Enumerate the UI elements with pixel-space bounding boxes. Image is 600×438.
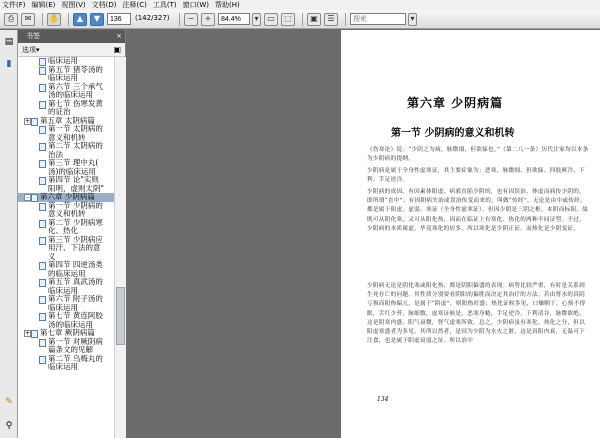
bookmark-page-icon: [39, 126, 46, 134]
bookmark-label: 治法: [48, 149, 63, 159]
body-paragraph: 少阴病的成因，有因素体阳虚、病邪直陷少阴的，也有因误治、体虚而病传少阴的，即所谓“直中”；有因阳病失治或误治传变而来的，叫做“传经”。无论是由中或传经，都是属于阳虚、虚弱、寒证（全身性虚寒证）。但因少阴是三阴之枢，本阴而标阳，故既可从阴化寒，又可从阳化热，因而在临证上有寒化、热化的两种不同证型。不过，少阴病的本质属虚，毕竟寒化的居多，所以寒化是少阴正证，而热化是少阴变证。: [367, 189, 589, 232]
email-icon[interactable]: ✉: [21, 13, 35, 26]
zoom-out-icon[interactable]: −: [184, 13, 198, 26]
menu-item[interactable]: 编辑(E): [31, 1, 56, 9]
bookmark-label: 临床运用: [48, 57, 78, 65]
search-dropdown-icon[interactable]: ▾: [408, 13, 417, 26]
bookmark-label: 意义和机转: [48, 132, 86, 142]
bookmark-page-icon: [39, 220, 46, 228]
new-bookmark-icon[interactable]: ▣: [113, 45, 121, 54]
bookmark-page-icon: [39, 177, 46, 185]
bookmark-label: 第五节 猪苓汤的: [48, 64, 103, 74]
bookmark-label: 第五节 真武汤的: [48, 277, 103, 286]
bookmark-item[interactable]: [18, 176, 114, 193]
fit-page-icon[interactable]: ▭: [264, 13, 278, 26]
bookmark-page-icon: [39, 203, 46, 211]
expand-toggle-icon[interactable]: +: [25, 117, 31, 125]
bookmark-label: 第一节 少阴病的: [48, 200, 103, 210]
bookmark-item[interactable]: [18, 202, 114, 219]
bookmark-item[interactable]: [18, 142, 114, 159]
toolbar-separator: [345, 13, 346, 26]
bookmark-item[interactable]: [18, 125, 114, 142]
bookmark-page-icon: [39, 262, 46, 270]
toolbar: [0, 10, 600, 29]
bookmark-page-icon: [39, 84, 46, 92]
menu-item[interactable]: 帮助(H): [215, 1, 240, 9]
navigation-strip: [0, 30, 18, 438]
menu-bar: [0, 0, 600, 10]
bookmarks-title: 书签: [26, 32, 40, 40]
bookmark-label: 篇条文的见解: [48, 345, 93, 354]
bookmark-label: 义: [48, 251, 56, 261]
attachments-icon[interactable]: ⚲: [5, 421, 13, 431]
bookmark-label: 意义和机转: [48, 209, 86, 218]
bookmark-label: 的临床运用: [48, 268, 86, 278]
bookmark-label: 第六节 附子汤的: [48, 294, 103, 303]
bookmark-label: 第七节 伤寒发黄: [48, 98, 103, 108]
bookmark-label: 第二节 太阴病的: [48, 141, 103, 150]
bookmark-label: 第六章 少阴病篇: [40, 192, 95, 201]
body-paragraph: 《伤寒论》说：“少阴之为病，脉微细，但欲寐也。”（第二八一条）历代注家均以本条为少阴病的提纲。: [367, 147, 589, 163]
bookmark-page-icon: [39, 237, 46, 245]
bookmarks-toolbar: [18, 43, 125, 57]
bookmark-label: 临床运用: [48, 73, 78, 82]
bookmark-label: 临床运用: [48, 302, 78, 312]
menu-item[interactable]: 视图(V): [61, 1, 86, 9]
document-page: [341, 30, 600, 438]
previous-page-icon[interactable]: ▲: [73, 13, 87, 26]
section-title: 第一节 少阴病的意义和机转: [391, 128, 515, 139]
menu-item[interactable]: 文档(D): [91, 1, 117, 9]
bookmark-label: 汤)的临床运用: [48, 166, 96, 176]
document-area: [127, 30, 600, 438]
comment-icon[interactable]: ☰: [324, 13, 338, 26]
bookmark-page-icon: [39, 296, 46, 304]
bookmark-label: 第七节 黄连阿胶: [48, 311, 103, 320]
comments-icon[interactable]: ✎: [5, 397, 13, 407]
bookmark-item[interactable]: [18, 159, 114, 176]
bookmark-item[interactable]: [18, 100, 114, 117]
bookmark-label: 第三节 理中丸(: [48, 158, 99, 167]
bookmark-label: 汤的临床运用: [48, 319, 93, 329]
bookmark-label: 的证治: [48, 107, 71, 116]
toolbar-separator: [68, 13, 69, 26]
save-icon[interactable]: ▣: [307, 13, 321, 26]
expand-toggle-icon[interactable]: +: [25, 330, 31, 337]
search-input[interactable]: [350, 13, 406, 25]
bookmark-item[interactable]: [18, 312, 114, 329]
bookmarks-icon[interactable]: ▮: [6, 59, 12, 69]
bookmarks-header: [18, 30, 125, 43]
bookmark-label: 第七章 厥阴病篇: [40, 328, 95, 337]
expand-toggle-icon[interactable]: -: [24, 194, 31, 201]
bookmark-label: 临床运用: [48, 285, 78, 295]
toolbar-separator: [179, 13, 180, 26]
zoom-in-icon[interactable]: +: [201, 13, 215, 26]
print-icon[interactable]: ⎙: [4, 13, 18, 26]
bookmark-item[interactable]: [18, 219, 114, 236]
body-paragraph: 少阴病是属于全身性虚寒证，其主要症象为：恶寒、脉微细、但欲寐、四肢厥冷、下利、手足逆冷。: [367, 168, 586, 184]
bookmarks-scrollbar[interactable]: [114, 57, 126, 438]
bookmark-label: 第六节 三个承气: [48, 81, 103, 91]
menu-item[interactable]: 文件(F): [2, 1, 26, 9]
menu-item[interactable]: 窗口(W): [182, 1, 210, 9]
next-page-icon[interactable]: ▼: [90, 13, 104, 26]
page-count-label: (142/327): [135, 14, 170, 22]
bookmark-page-icon: [39, 143, 46, 151]
close-panel-icon[interactable]: ×: [116, 32, 122, 40]
bookmark-item[interactable]: [18, 278, 114, 295]
bookmark-item[interactable]: [18, 355, 114, 372]
bookmark-page-icon: [39, 67, 46, 75]
hand-tool-icon[interactable]: ✋: [47, 13, 61, 26]
bookmark-label: 第五章 太阴病篇: [40, 115, 95, 125]
bookmark-page-icon: [39, 101, 46, 109]
pages-icon[interactable]: ▤: [4, 37, 14, 47]
bookmark-label: 第二节 少阴病寒: [48, 217, 103, 227]
bookmark-label: 第四节 四逆汤类: [48, 260, 103, 269]
toolbar-separator: [302, 13, 303, 26]
bookmark-item[interactable]: [18, 236, 114, 262]
bookmarks-panel: [18, 30, 126, 438]
bookmark-page-icon: [39, 339, 46, 347]
toolbar-separator: [42, 13, 43, 26]
bookmark-item[interactable]: [18, 66, 114, 83]
bookmark-item[interactable]: [18, 261, 114, 278]
bookmark-label: 第一节 对厥阴病: [48, 336, 103, 346]
bookmark-label: 汤的临床运用: [48, 90, 93, 99]
bookmark-label: 临床运用: [48, 362, 78, 371]
zoom-input[interactable]: [218, 13, 250, 25]
page-number: 134: [377, 396, 389, 403]
page-number-input[interactable]: [107, 13, 131, 25]
bookmark-label: 第三节 少阴病应: [48, 234, 103, 244]
bookmark-label: 第一节 太阴病的: [48, 124, 103, 133]
bookmark-page-icon: [39, 160, 46, 168]
bookmark-page-icon: [39, 356, 46, 364]
options-menu[interactable]: 选项▾: [22, 45, 40, 54]
bookmark-label: 第二节 乌梅丸的: [48, 353, 103, 363]
bookmark-page-icon: [39, 279, 46, 287]
menu-item[interactable]: 注释(C): [122, 1, 147, 9]
body-paragraph: 少阴病无论是阴化寒或阳化热，都是阴阳偏盛的表现。病势比较严重，有时是关系到生死存亡的问题。其性质分别要看阴阳的偏胜而决定其治疗的方法。若由肾水的真阴亏损而阳热偏亢，是属于“阴虚”，则阳热旺盛；热化证候多见，口燥咽干，心烦不得眠，舌红少苔，脉细数。虚寒证候是，恶寒身蜷，手足逆冷，下利清谷，脉微欲绝，这是阴寒内盛，阳气衰微，肾气虚寒所致。总之，少阴病虽有寒化、热化之分，但以阳虚寒盛者为多见，其所以然者，是因为少阴为水火之脏，这是真阳内衰，无温可下注食，也是属于阳虚衰弱之征。所以治中: [367, 283, 586, 345]
bookmark-label: 第四节 论"实则: [48, 175, 99, 184]
bookmark-tree: [18, 57, 114, 438]
menu-item[interactable]: 工具(T): [152, 1, 177, 9]
bookmark-page-icon: [39, 313, 46, 321]
scrollbar-thumb[interactable]: [116, 287, 125, 345]
bookmark-item[interactable]: [18, 83, 114, 100]
bookmark-item[interactable]: [18, 338, 114, 355]
bookmark-item[interactable]: [18, 295, 114, 312]
zoom-dropdown-icon[interactable]: ▾: [252, 13, 261, 26]
fit-width-icon[interactable]: ⬚: [281, 13, 295, 26]
bookmark-label: 阳明，虚则太阴": [48, 183, 104, 193]
chapter-title: 第六章 少阴病篇: [407, 96, 504, 110]
bookmark-label: 化、热化: [48, 226, 78, 235]
bookmark-label: 用汗、下法的意: [48, 243, 101, 252]
